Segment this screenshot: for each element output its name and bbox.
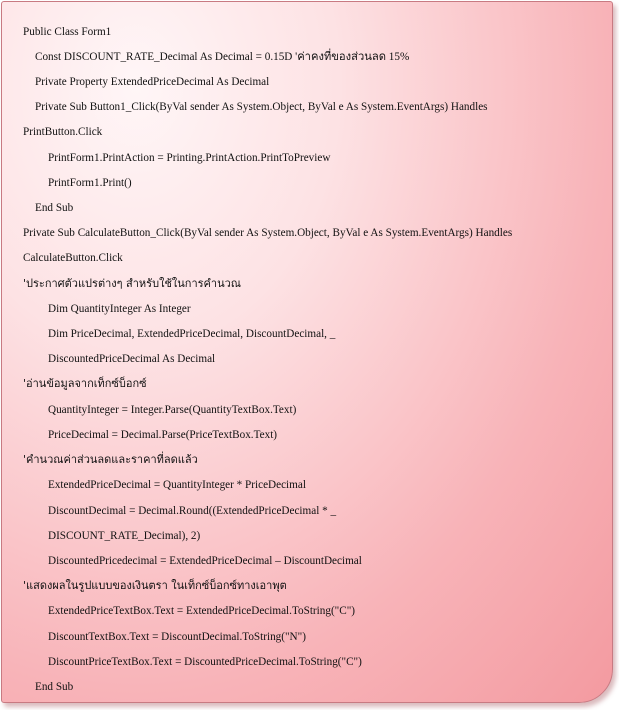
code-line: Const DISCOUNT_RATE_Decimal As Decimal = 0.15D 'ค่าคงที่ของส่วนลด 15% [35, 51, 410, 63]
comment-line: 'คำนวณค่าส่วนลดและราคาที่ลดแล้ว [23, 453, 198, 466]
code-line: End Sub [35, 681, 74, 693]
comment-line: 'อ่านข้อมูลจากเท็กซ์บ็อกซ์ [23, 377, 147, 390]
code-line: DISCOUNT_RATE_Decimal), 2) [48, 530, 201, 542]
code-line: DiscountedPriceDecimal As Decimal [48, 353, 216, 365]
code-line: Dim QuantityInteger As Integer [48, 303, 191, 315]
code-panel [1, 1, 613, 703]
code-line: PrintForm1.PrintAction = Printing.PrintAction.PrintToPreview [48, 152, 331, 164]
code-line: Dim PriceDecimal, ExtendedPriceDecimal, DiscountDecimal, _ [48, 328, 336, 340]
code-line: ExtendedPriceTextBox.Text = ExtendedPriceDecimal.ToString("C") [48, 605, 355, 617]
code-line: PrintButton.Click [23, 126, 103, 138]
code-line: Private Property ExtendedPriceDecimal As Decimal [35, 76, 270, 88]
code-line: Private Sub Button1_Click(ByVal sender As System.Object, ByVal e As System.EventArgs) Handles [35, 101, 488, 113]
comment-line: 'แสดงผลในรูปแบบของเงินตรา ในเท็กซ์บ็อกซ์ทางเอาพุต [23, 579, 287, 592]
code-line: DiscountTextBox.Text = DiscountDecimal.ToString("N") [48, 631, 306, 643]
code-listing [2, 2, 612, 702]
code-line: DiscountDecimal = Decimal.Round((ExtendedPriceDecimal * _ [48, 505, 337, 517]
code-line: Public Class Form1 [23, 26, 112, 38]
code-line: QuantityInteger = Integer.Parse(QuantityTextBox.Text) [48, 404, 297, 416]
code-line: DiscountPriceTextBox.Text = DiscountedPriceDecimal.ToString("C") [48, 656, 362, 668]
code-line: DiscountedPricedecimal = ExtendedPriceDecimal – DiscountDecimal [48, 555, 362, 567]
code-line: CalculateButton.Click [23, 252, 123, 264]
code-line: PriceDecimal = Decimal.Parse(PriceTextBox.Text) [48, 429, 278, 441]
code-line: ExtendedPriceDecimal = QuantityInteger * PriceDecimal [48, 479, 306, 491]
comment-line: 'ประกาศตัวแปรต่างๆ สำหรับใช้ในการคำนวณ [23, 277, 241, 290]
code-line: PrintForm1.Print() [48, 177, 132, 189]
code-line: Private Sub CalculateButton_Click(ByVal sender As System.Object, ByVal e As System.EventArgs) Handles [23, 227, 513, 239]
code-line: End Sub [35, 202, 74, 214]
